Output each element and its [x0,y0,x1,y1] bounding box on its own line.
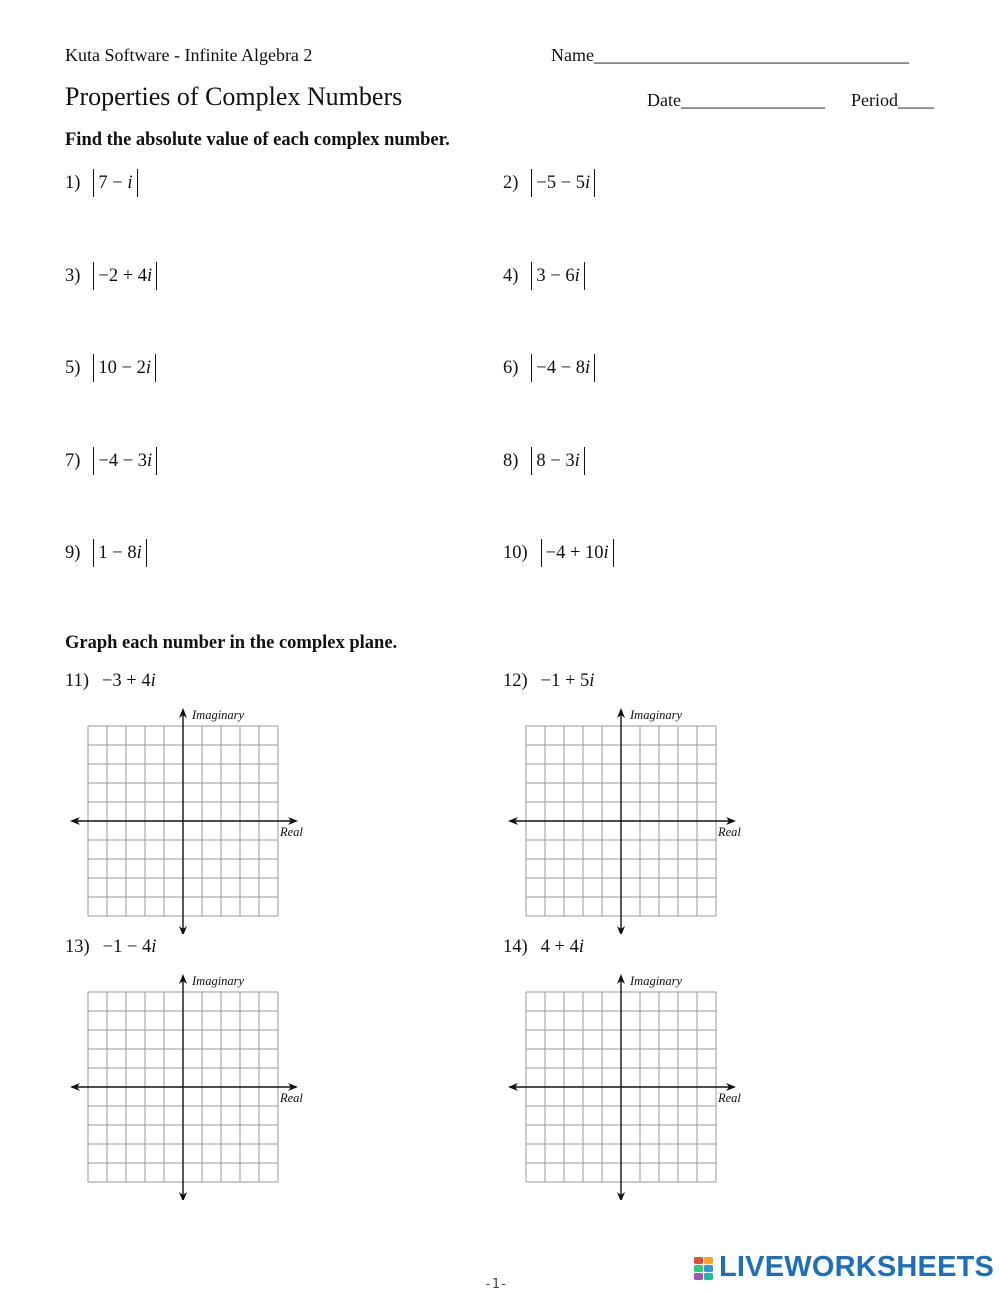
problem-number: 1) [65,172,81,193]
absolute-value-expression: 3 − 6i [531,262,584,290]
logo-square [704,1257,713,1264]
problem-1[interactable] [65,169,138,197]
logo-text: LIVEWORKSHEETS [719,1251,995,1283]
real-axis-label: Real [280,825,303,839]
page-number: -1- [484,1277,508,1292]
problem-4[interactable] [503,262,585,290]
problem-10[interactable] [503,539,614,567]
real-axis-label: Real [718,825,741,839]
problem-number: 2) [503,172,519,193]
absolute-value-expression: −4 − 8i [531,354,595,382]
absolute-value-expression: 1 − 8i [93,539,146,567]
problem-number: 11) [65,671,89,691]
logo-square [694,1265,703,1272]
logo-square [704,1265,713,1272]
problem-6[interactable] [503,354,595,382]
real-axis-label: Real [718,1091,741,1105]
logo-square [694,1257,703,1264]
absolute-value-expression: −4 + 10i [541,539,614,567]
problem-7[interactable] [65,447,157,475]
absolute-value-expression: 10 − 2i [93,354,156,382]
problem-3[interactable] [65,262,157,290]
problem-13 [65,937,156,958]
publisher-label: Kuta Software - Infinite Algebra 2 [65,45,313,65]
imaginary-axis-label: Imaginary [630,974,683,988]
complex-number: −1 − 4i [102,937,157,957]
absolute-value-expression: −4 − 3i [93,447,157,475]
problem-12 [503,671,594,692]
problem-number: 5) [65,357,81,378]
liveworksheets-logo-icon [692,1256,716,1280]
imaginary-axis-label: Imaginary [192,708,245,722]
problem-number: 12) [503,671,528,691]
problem-5[interactable] [65,354,156,382]
liveworksheets-logo [692,1253,994,1282]
problem-number: 14) [503,937,528,957]
absolute-value-expression: 7 − i [93,169,137,197]
name-field[interactable]: Name___________________________________ [551,45,909,65]
real-axis-label: Real [280,1091,303,1105]
section2-instruction: Graph each number in the complex plane. [65,633,398,653]
logo-square [694,1273,703,1280]
problem-number: 9) [65,542,81,563]
logo-square [704,1273,713,1280]
page-title: Properties of Complex Numbers [65,82,403,111]
problem-number: 4) [503,265,519,286]
section1-instruction: Find the absolute value of each complex number. [65,130,450,150]
problem-number: 7) [65,450,81,471]
date-field[interactable]: Date________________ [647,90,825,110]
absolute-value-expression: 8 − 3i [531,447,584,475]
problem-8[interactable] [503,447,585,475]
problem-number: 6) [503,357,519,378]
problem-number: 13) [65,937,90,957]
complex-plane-14[interactable] [504,970,748,1200]
complex-number: −1 + 5i [540,671,595,691]
absolute-value-expression: −5 − 5i [531,169,595,197]
complex-plane-11[interactable] [66,704,310,934]
problem-number: 10) [503,542,528,563]
problem-11 [65,671,156,692]
problem-2[interactable] [503,169,595,197]
problem-number: 3) [65,265,81,286]
problem-number: 8) [503,450,519,471]
complex-plane-12[interactable] [504,704,748,934]
complex-number: −3 + 4i [101,671,156,691]
complex-number: 4 + 4i [540,937,584,957]
problem-9[interactable] [65,539,147,567]
imaginary-axis-label: Imaginary [192,974,245,988]
complex-plane-13[interactable] [66,970,310,1200]
problem-14 [503,937,584,958]
period-field[interactable]: Period____ [851,90,934,110]
imaginary-axis-label: Imaginary [630,708,683,722]
absolute-value-expression: −2 + 4i [93,262,157,290]
